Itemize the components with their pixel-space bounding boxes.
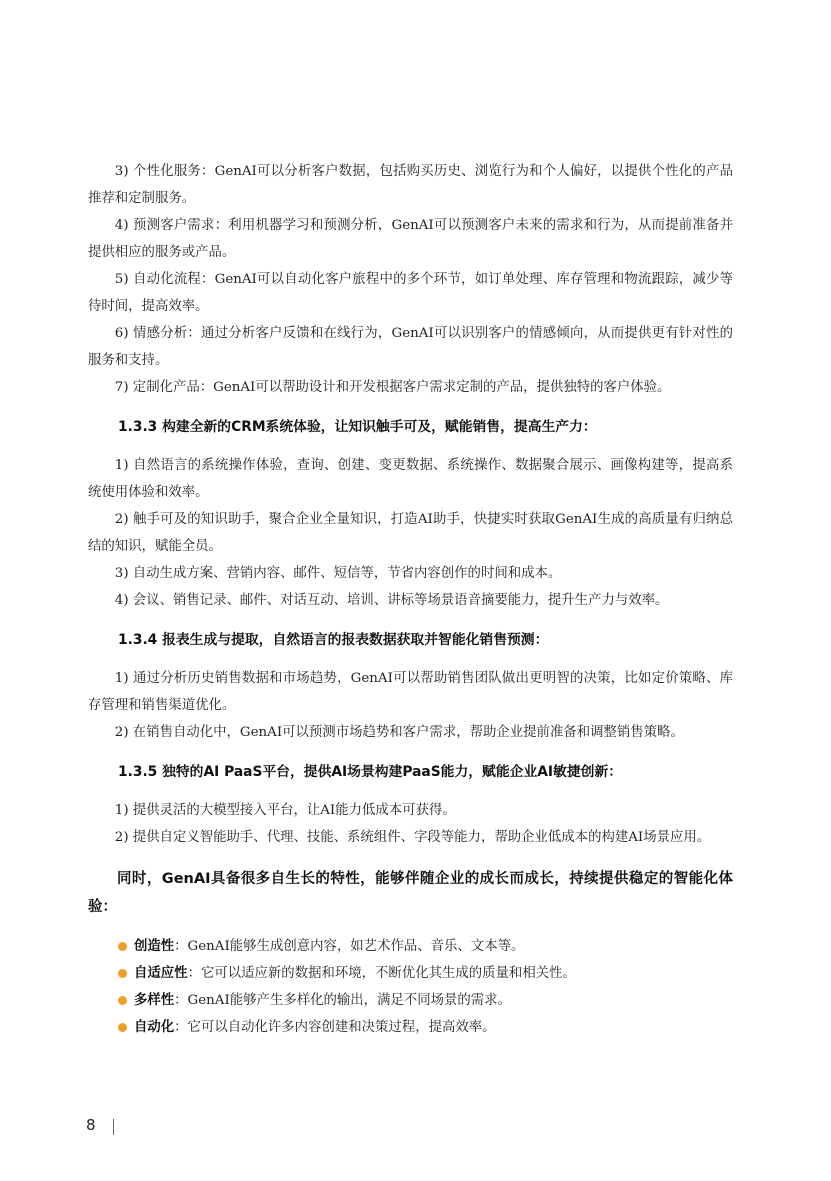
document-body xyxy=(88,158,733,1041)
bullet-dot-icon xyxy=(118,969,127,978)
list-item: 5) 自动化流程：GenAI可以自动化客户旅程中的多个环节，如订单处理、库存管理和物流跟踪，减少等待时间，提高效率。 xyxy=(88,272,733,314)
feature-bullet-list xyxy=(88,933,733,1041)
bullet-item-automation xyxy=(118,1014,733,1041)
bullet-dot-icon xyxy=(118,996,127,1005)
list-item: 1) 提供灵活的大模型接入平台，让AI能力低成本可获得。 xyxy=(114,803,456,818)
section-heading-1-3-4: 1.3.4 报表生成与提取，自然语言的报表数据获取并智能化销售预测： xyxy=(118,632,549,648)
list-item: 6) 情感分析：通过分析客户反馈和在线行为，GenAI可以识别客户的情感倾向，从而提供更有针对性的服务和支持。 xyxy=(88,326,733,368)
bullet-term: 自动化 xyxy=(134,1020,175,1035)
section-1-3-5-list xyxy=(88,797,733,851)
list-item: 3) 个性化服务：GenAI可以分析客户数据，包括购买历史、浏览行为和个人偏好，以提供个性化的产品推荐和定制服务。 xyxy=(88,164,733,206)
list-item: 2) 提供自定义智能助手、代理、技能、系统组件、字段等能力，帮助企业低成本的构建AI场景应用。 xyxy=(114,830,711,845)
intro-list xyxy=(88,158,733,401)
bullet-dot-icon xyxy=(118,1023,127,1032)
bullet-dot-icon xyxy=(118,942,127,951)
list-item: 3) 自动生成方案、营销内容、邮件、短信等，节省内容创作的时间和成本。 xyxy=(114,566,562,581)
list-item: 2) 在销售自动化中，GenAI可以预测市场趋势和客户需求，帮助企业提前准备和调整销售策略。 xyxy=(114,725,684,740)
bullet-item-diversity xyxy=(118,987,733,1014)
bullet-term: 创造性 xyxy=(134,939,175,954)
bullet-text: ：它可以适应新的数据和环境，不断优化其生成的质量和相关性。 xyxy=(187,966,576,981)
summary-paragraph: 同时，GenAI具备很多自生长的特性，能够伴随企业的成长而成长，持续提供稳定的智能化体验： xyxy=(88,871,733,915)
list-item: 1) 自然语言的系统操作体验，查询、创建、变更数据、系统操作、数据聚合展示、画像构建等，提高系统使用体验和效率。 xyxy=(88,458,733,500)
bullet-text: ：它可以自动化许多内容创建和决策过程，提高效率。 xyxy=(174,1020,496,1035)
bullet-item-creativity xyxy=(118,933,733,960)
footer-divider xyxy=(113,1119,114,1135)
list-item: 1) 通过分析历史销售数据和市场趋势，GenAI可以帮助销售团队做出更明智的决策，比如定价策略、库存管理和销售渠道优化。 xyxy=(88,671,733,713)
bullet-text: ：GenAI能够产生多样化的输出，满足不同场景的需求。 xyxy=(174,993,511,1008)
list-item: 4) 会议、销售记录、邮件、对话互动、培训、讲标等场景语音摘要能力，提升生产力与效率。 xyxy=(114,593,669,608)
page-number: 8 xyxy=(86,1116,96,1134)
section-1-3-3-list xyxy=(88,452,733,614)
bullet-term: 自适应性 xyxy=(134,966,188,981)
bullet-term: 多样性 xyxy=(134,993,175,1008)
list-item: 2) 触手可及的知识助手，聚合企业全量知识，打造AI助手，快捷实时获取GenAI生成的高质量有归纳总结的知识，赋能全员。 xyxy=(88,512,733,554)
bullet-item-adaptivity xyxy=(118,960,733,987)
section-heading-1-3-5: 1.3.5 独特的AI PaaS平台，提供AI场景构建PaaS能力，赋能企业AI敏捷创新： xyxy=(118,764,623,780)
section-1-3-4-list xyxy=(88,665,733,746)
list-item: 7) 定制化产品：GenAI可以帮助设计和开发根据客户需求定制的产品，提供独特的客户体验。 xyxy=(114,380,671,395)
list-item: 4) 预测客户需求：利用机器学习和预测分析，GenAI可以预测客户未来的需求和行为，从而提前准备并提供相应的服务或产品。 xyxy=(88,218,733,260)
section-heading-1-3-3: 1.3.3 构建全新的CRM系统体验，让知识触手可及，赋能销售，提高生产力： xyxy=(118,419,597,435)
bullet-text: ：GenAI能够生成创意内容，如艺术作品、音乐、文本等。 xyxy=(174,939,525,954)
